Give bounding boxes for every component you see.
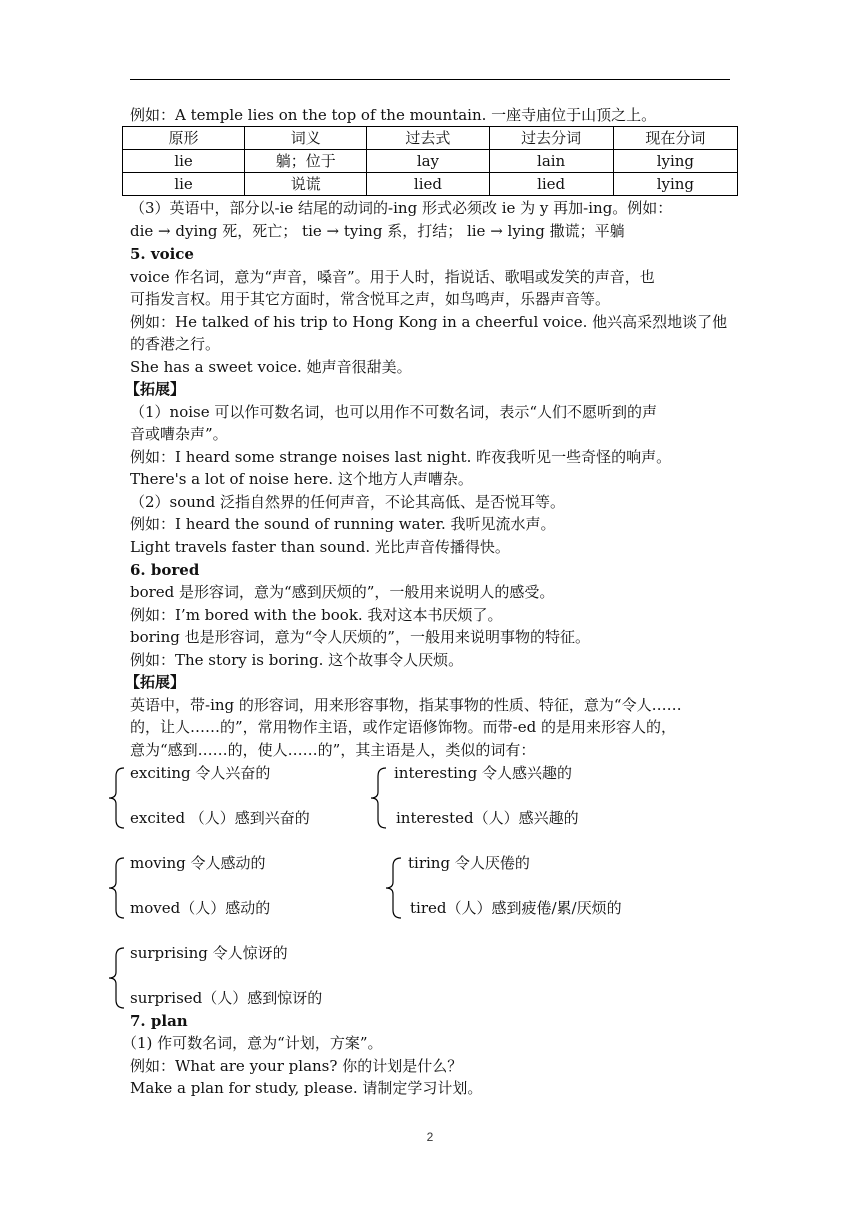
brace-moving-group <box>106 854 128 922</box>
table-cell: 说谎 <box>245 173 367 196</box>
plan-definition: （1) 作可数名词，意为“计划，方案”。 <box>122 1034 383 1052</box>
table-header-row <box>123 127 738 150</box>
section-heading-bored: 6. bored <box>130 561 200 579</box>
table-cell: lie <box>123 150 245 173</box>
plan-example-1: 例如：What are your plans? 你的计划是什么？ <box>130 1057 463 1075</box>
table-cell: lain <box>489 150 613 173</box>
header-rule <box>130 79 730 80</box>
noise-definition-line1: （1）noise 可以作可数名词，也可以用作不可数名词，表示“人们不愿听到的声 <box>130 403 658 421</box>
sound-example-1: 例如：I heard the sound of running water. 我听见流水声。 <box>130 515 556 533</box>
table-cell: 躺；位于 <box>245 150 367 173</box>
word-tiring: tiring 令人厌倦的 <box>408 854 530 872</box>
brace-exciting-group <box>106 764 128 832</box>
adjective-rule-line3: 意为“感到……的，使人……的”，其主语是人，类似的词有： <box>130 741 536 759</box>
word-interested: interested（人）感兴趣的 <box>396 809 579 827</box>
table-cell: lied <box>367 173 489 196</box>
adjective-rule-line1: 英语中，带-ing 的形容词，用来形容事物，指某事物的性质、特征，意为“令人…… <box>130 696 682 714</box>
extension-heading-2: 【拓展】 <box>125 673 186 691</box>
table-header-cell: 现在分词 <box>613 127 737 150</box>
page-number: 2 <box>426 1130 434 1144</box>
table-cell: lying <box>613 173 737 196</box>
noise-example-2: There's a lot of noise here. 这个地方人声嘈杂。 <box>130 470 473 488</box>
word-surprised: surprised（人）感到惊讶的 <box>130 989 323 1007</box>
plan-example-2: Make a plan for study, please. 请制定学习计划。 <box>130 1079 483 1097</box>
table-cell: lay <box>367 150 489 173</box>
sound-example-2: Light travels faster than sound. 光比声音传播得快。 <box>130 538 510 556</box>
rule-ie-to-y: （3）英语中，部分以-ie 结尾的动词的-ing 形式必须改 ie 为 y 再加-ing。例如： <box>130 199 673 217</box>
table-header-cell: 词义 <box>245 127 367 150</box>
boring-example: 例如：The story is boring. 这个故事令人厌烦。 <box>130 651 464 669</box>
table-cell: lied <box>489 173 613 196</box>
section-heading-plan: 7. plan <box>130 1012 188 1030</box>
section-heading-voice: 5. voice <box>130 245 194 263</box>
voice-example-sweet: She has a sweet voice. 她声音很甜美。 <box>130 358 412 376</box>
bored-definition: bored 是形容词，意为“感到厌烦的”，一般用来说明人的感受。 <box>130 583 555 601</box>
brace-surprising-group <box>106 944 128 1012</box>
table-row <box>123 173 738 196</box>
noise-example-1: 例如：I heard some strange noises last night. 昨夜我听见一些奇怪的响声。 <box>130 448 672 466</box>
table-cell: lie <box>123 173 245 196</box>
adjective-rule-line2: 的，让人……的”，常用物作主语，或作定语修饰物。而带-ed 的是用来形容人的， <box>130 718 676 736</box>
boring-definition: boring 也是形容词，意为“令人厌烦的”，一般用来说明事物的特征。 <box>130 628 590 646</box>
word-surprising: surprising 令人惊讶的 <box>130 944 288 962</box>
word-moving: moving 令人感动的 <box>130 854 266 872</box>
bored-example: 例如：I’m bored with the book. 我对这本书厌烦了。 <box>130 606 503 624</box>
extension-heading: 【拓展】 <box>125 380 186 398</box>
table-header-cell: 过去分词 <box>489 127 613 150</box>
ie-examples: die → dying 死，死亡； tie → tying 系，打结； lie → lying 撒谎；平躺 <box>130 222 625 240</box>
word-interesting: interesting 令人感兴趣的 <box>394 764 572 782</box>
voice-definition-line2: 可指发言权。用于其它方面时，常含悦耳之声，如鸟鸣声，乐器声音等。 <box>130 290 611 308</box>
sound-definition: （2）sound 泛指自然界的任何声音，不论其高低、是否悦耳等。 <box>130 493 565 511</box>
verb-forms-table <box>122 126 738 196</box>
word-tired: tired（人）感到疲倦/累/厌烦的 <box>410 899 622 917</box>
brace-tiring-group <box>383 854 405 922</box>
table-header-cell: 原形 <box>123 127 245 150</box>
table-header-cell: 过去式 <box>367 127 489 150</box>
voice-example-line1: 例如：He talked of his trip to Hong Kong in a cheerful voice. 他兴高采烈地谈了他 <box>130 313 728 331</box>
table-cell: lying <box>613 150 737 173</box>
table-row <box>123 150 738 173</box>
example-temple: 例如：A temple lies on the top of the mountain. 一座寺庙位于山顶之上。 <box>130 106 657 124</box>
word-exciting: exciting 令人兴奋的 <box>130 764 271 782</box>
noise-definition-line2: 音或嘈杂声”。 <box>130 425 228 443</box>
voice-example-line2: 的香港之行。 <box>130 335 221 353</box>
brace-interesting-group <box>368 764 390 832</box>
word-excited: excited （人）感到兴奋的 <box>130 809 310 827</box>
voice-definition-line1: voice 作名词，意为“声音，嗓音”。用于人时，指说话、歌唱或发笑的声音，也 <box>130 268 655 286</box>
word-moved: moved（人）感动的 <box>130 899 271 917</box>
